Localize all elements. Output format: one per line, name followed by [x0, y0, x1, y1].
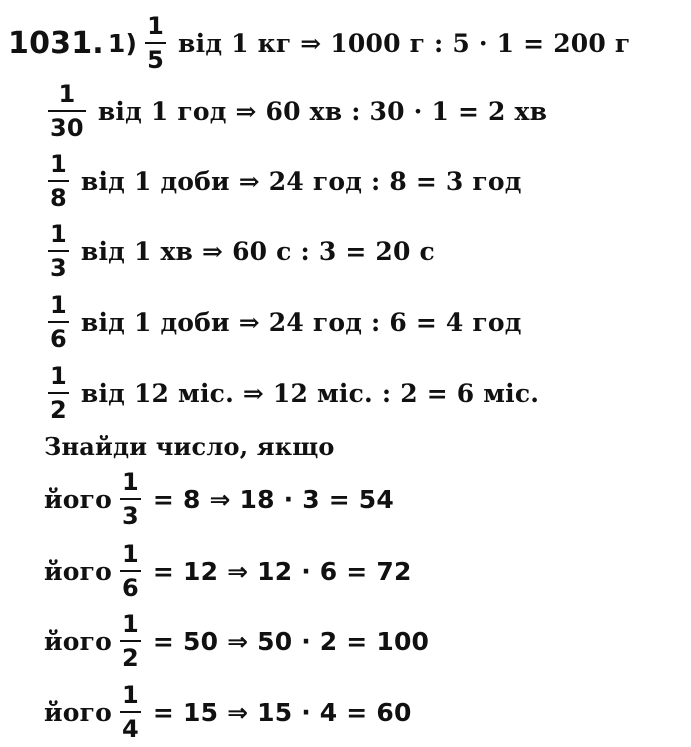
fraction-denominator: 6	[50, 325, 67, 353]
fraction-denominator: 4	[122, 715, 139, 743]
exercise-line-4	[48, 222, 435, 280]
fraction-numerator: 1	[122, 610, 139, 638]
fraction-numerator: 1	[50, 362, 67, 390]
find-line-2	[44, 542, 412, 600]
exercise-line-6	[48, 364, 539, 422]
fraction	[48, 293, 69, 351]
exercise-number: 1031.	[8, 25, 104, 61]
fraction	[48, 364, 69, 422]
exercise-line-3	[48, 152, 522, 210]
fraction-numerator: 1	[50, 220, 67, 248]
fraction-denominator: 6	[122, 574, 139, 602]
row-text: від 1 хв ⇒ 60 с : 3 = 20 с	[80, 236, 435, 266]
row-text: від 1 год ⇒ 60 хв : 30 · 1 = 2 хв	[97, 96, 548, 126]
fraction	[120, 542, 141, 600]
row-prefix: його	[44, 697, 113, 727]
fraction	[48, 222, 69, 280]
fraction	[120, 612, 141, 670]
row-prefix: його	[44, 626, 113, 656]
fraction-numerator: 1	[122, 540, 139, 568]
fraction-denominator: 8	[50, 184, 67, 212]
fraction-numerator: 1	[58, 80, 76, 108]
row-text: від 1 кг ⇒ 1000 г : 5 · 1 = 200 г	[178, 28, 631, 58]
fraction-denominator: 2	[122, 644, 139, 672]
fraction-numerator: 1	[50, 150, 67, 178]
exercise-line-1	[8, 14, 630, 72]
row-text: = 12 ⇒ 12 · 6 = 72	[152, 556, 412, 586]
fraction	[120, 683, 141, 741]
exercise-line-5	[48, 293, 522, 351]
fraction	[48, 82, 86, 140]
fraction-numerator: 1	[50, 291, 67, 319]
fraction	[120, 470, 141, 528]
fraction-numerator: 1	[147, 12, 165, 40]
fraction	[145, 14, 166, 72]
find-line-3	[44, 612, 429, 670]
row-text: = 8 ⇒ 18 · 3 = 54	[152, 484, 394, 514]
row-text: від 1 доби ⇒ 24 год : 6 = 4 год	[80, 307, 522, 337]
fraction-denominator: 30	[50, 114, 84, 142]
section-heading: Знайди число, якщо	[44, 432, 335, 461]
fraction-numerator: 1	[122, 468, 139, 496]
find-line-1	[44, 470, 394, 528]
row-text: від 1 доби ⇒ 24 год : 8 = 3 год	[80, 166, 522, 196]
row-prefix: його	[44, 556, 113, 586]
row-text: від 12 міс. ⇒ 12 міс. : 2 = 6 міс.	[80, 378, 540, 408]
fraction-numerator: 1	[122, 681, 139, 709]
exercise-part: 1)	[107, 28, 138, 58]
fraction	[48, 152, 69, 210]
find-line-4	[44, 683, 412, 741]
fraction-denominator: 3	[50, 254, 67, 282]
fraction-denominator: 3	[122, 502, 139, 530]
row-text: = 15 ⇒ 15 · 4 = 60	[152, 697, 412, 727]
fraction-denominator: 2	[50, 396, 67, 424]
fraction-denominator: 5	[147, 46, 165, 74]
exercise-line-2	[48, 82, 547, 140]
row-text: = 50 ⇒ 50 · 2 = 100	[152, 626, 430, 656]
row-prefix: його	[44, 484, 113, 514]
